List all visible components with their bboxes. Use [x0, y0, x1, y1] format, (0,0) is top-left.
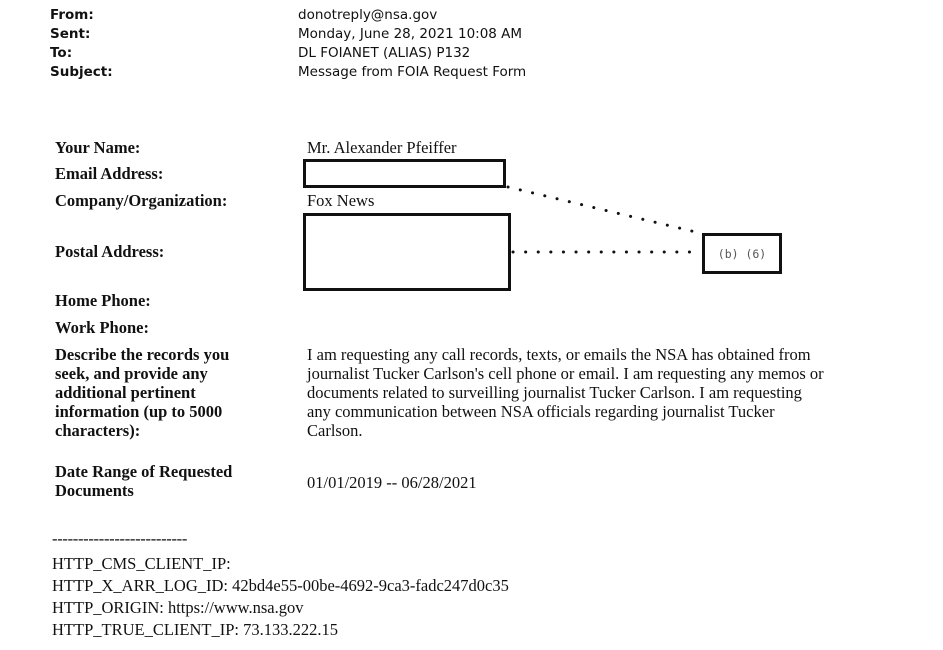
describe-value-line: journalist Tucker Carlson's cell phone or email. I am requesting any memos or	[307, 364, 824, 383]
name-value: Mr. Alexander Pfeiffer	[307, 138, 457, 157]
describe-label-line: characters):	[55, 421, 141, 440]
describe-value-line: I am requesting any call records, texts, or emails the NSA has obtained from	[307, 345, 811, 364]
work-phone-label: Work Phone:	[55, 318, 149, 337]
date-range-value: 01/01/2019 -- 06/28/2021	[307, 473, 477, 492]
describe-value	[307, 345, 824, 440]
describe-label-line: seek, and provide any	[55, 364, 208, 383]
to-label: To:	[50, 45, 73, 61]
true-client-ip: HTTP_TRUE_CLIENT_IP: 73.133.222.15	[52, 620, 338, 639]
exemption-code-box	[702, 233, 782, 274]
home-phone-label: Home Phone:	[55, 291, 151, 310]
http-origin: HTTP_ORIGIN: https://www.nsa.gov	[52, 598, 304, 617]
describe-label-line: information (up to 5000	[55, 402, 223, 421]
date-range-label-line: Documents	[55, 481, 134, 500]
sent-label: Sent:	[50, 26, 91, 42]
to-value: DL FOIANET (ALIAS) P132	[298, 45, 471, 61]
company-label: Company/Organization:	[55, 191, 228, 210]
describe-label-line: additional pertinent	[55, 383, 196, 402]
exemption-code: (b) (6)	[717, 246, 767, 261]
from-label: From:	[50, 7, 94, 23]
company-value: Fox News	[307, 191, 375, 210]
subject-value: Message from FOIA Request Form	[298, 64, 527, 80]
date-range-label	[55, 462, 232, 500]
describe-value-line: any communication between NSA officials regarding journalist Tucker	[307, 402, 775, 421]
subject-label: Subject:	[50, 64, 113, 80]
describe-value-line: documents related to surveilling journalist Tucker Carlson. I am requesting	[307, 383, 802, 402]
describe-label	[55, 345, 229, 440]
separator: --------------------------	[52, 529, 188, 548]
from-value: donotreply@nsa.gov	[298, 7, 438, 23]
email-leader-line	[508, 187, 700, 233]
date-range-label-line: Date Range of Requested	[55, 462, 233, 481]
cms-client-ip: HTTP_CMS_CLIENT_IP:	[52, 554, 231, 573]
arr-log-id: HTTP_X_ARR_LOG_ID: 42bd4e55-00be-4692-9ca3-fadc247d0c35	[52, 576, 509, 595]
postal-label: Postal Address:	[55, 242, 165, 261]
describe-label-line: Describe the records you	[55, 345, 230, 364]
describe-value-line: Carlson.	[307, 421, 363, 440]
sent-value: Monday, June 28, 2021 10:08 AM	[298, 26, 523, 42]
email-label: Email Address:	[55, 164, 164, 183]
name-label: Your Name:	[55, 138, 141, 157]
